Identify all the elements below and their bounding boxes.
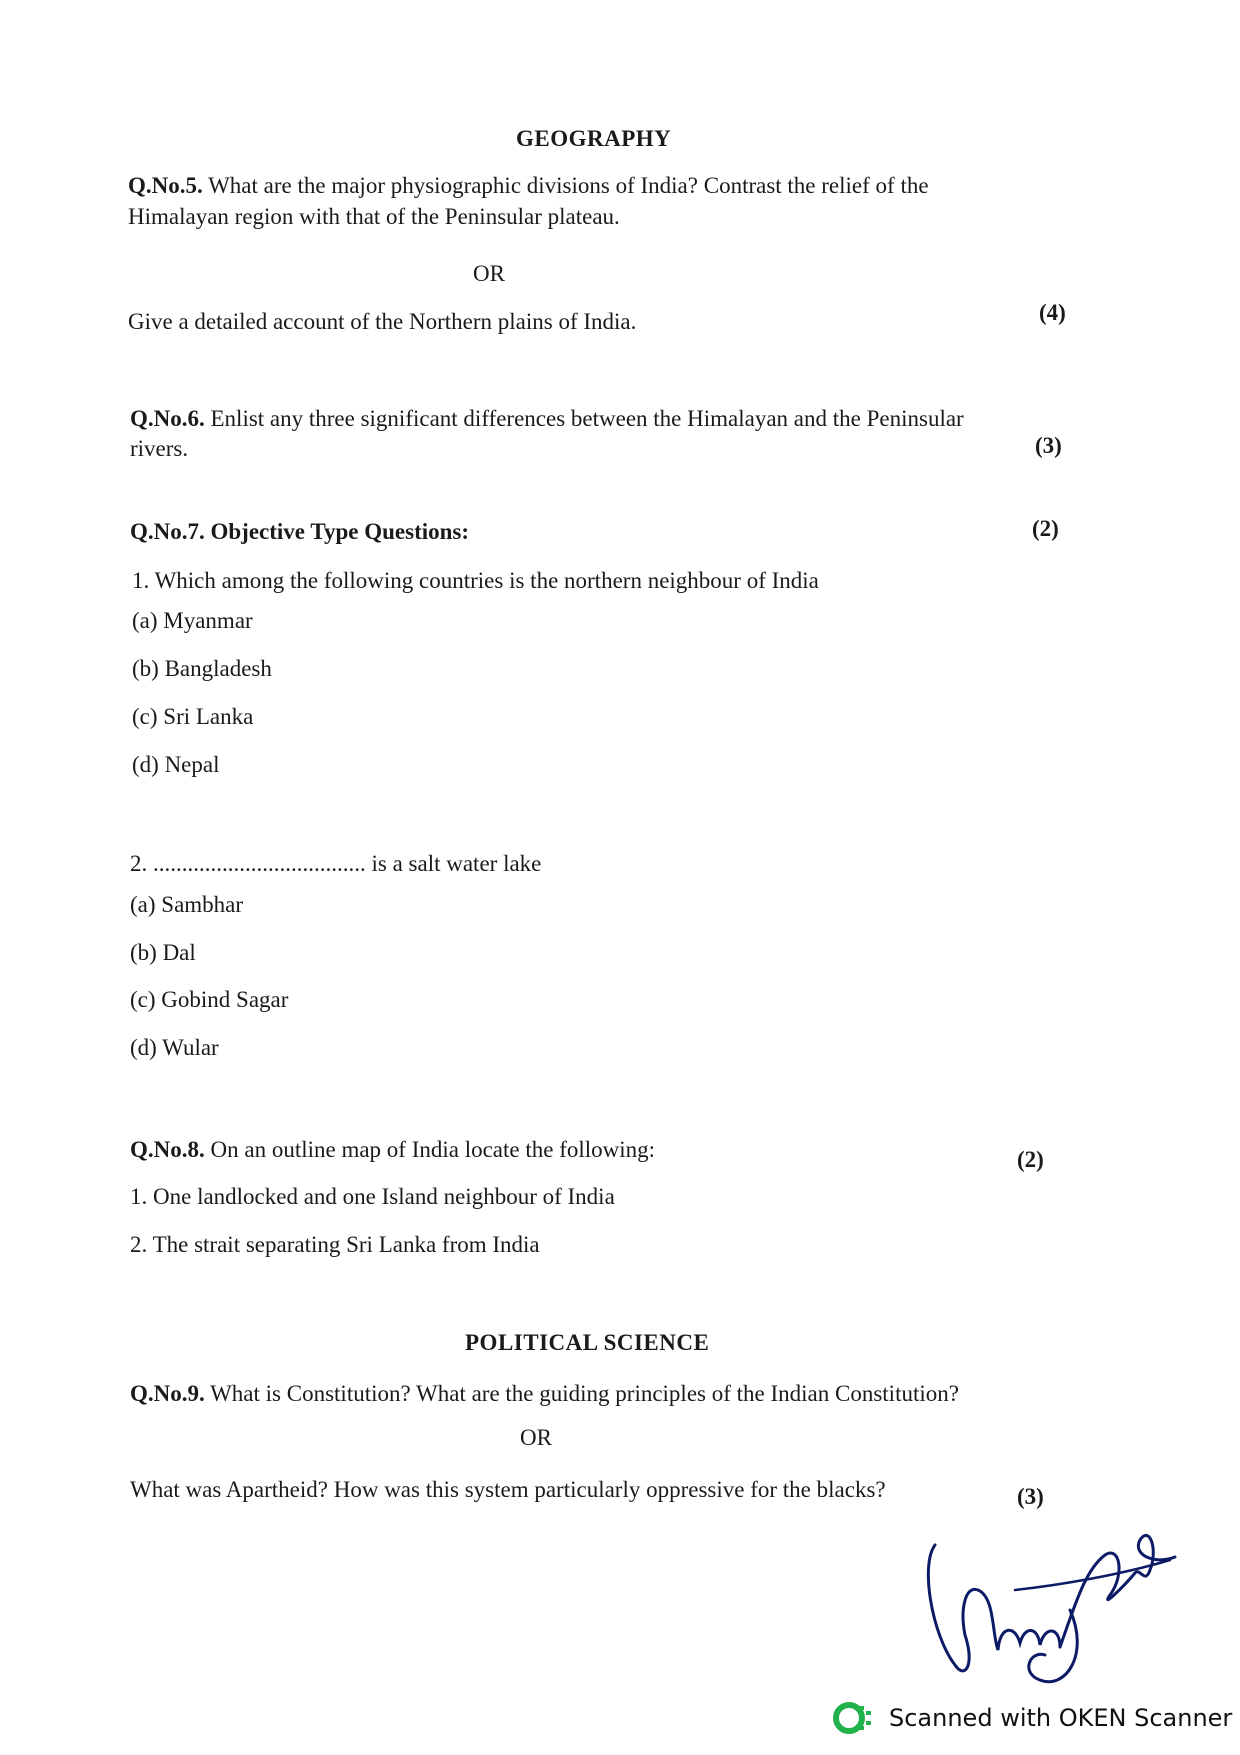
option-item: (a) Sambhar — [130, 892, 244, 917]
question-7-label: Q.No.7. Objective Type Questions: — [130, 519, 470, 544]
question-5-alternative: Give a detailed account of the Northern plains of India. — [128, 309, 637, 334]
question-7-sub-1: 1. Which among the following countries is the northern neighbour of India — [132, 568, 819, 593]
option-item: (b) Bangladesh — [132, 656, 272, 681]
question-8-item-2: 2. The strait separating Sri Lanka from India — [130, 1232, 540, 1257]
option-item: (d) Wular — [130, 1035, 219, 1060]
question-9-marks: (3) — [1017, 1484, 1044, 1509]
question-9 — [130, 1378, 959, 1409]
question-9-text: What is Constitution? What are the guiding principles of the Indian Constitution? — [210, 1381, 959, 1406]
question-9-label: Q.No.9. — [130, 1381, 205, 1406]
option-item: (a) Myanmar — [132, 608, 253, 633]
section-heading-geography: GEOGRAPHY — [516, 126, 672, 151]
scanner-text: Scanned with OKEN Scanner — [889, 1704, 1233, 1732]
option-item: (d) Nepal — [132, 752, 220, 777]
question-9-or: OR — [520, 1425, 552, 1450]
question-8-marks: (2) — [1017, 1147, 1044, 1172]
question-6-label: Q.No.6. — [130, 406, 205, 431]
section-heading-political-science: POLITICAL SCIENCE — [465, 1330, 710, 1355]
oken-scanner-logo-icon — [833, 1700, 877, 1736]
question-8-item-1: 1. One landlocked and one Island neighbour of India — [130, 1184, 615, 1209]
question-6-text-continued: rivers. — [130, 436, 189, 461]
signature — [920, 1515, 1180, 1690]
question-6-marks: (3) — [1035, 433, 1062, 458]
question-7 — [130, 516, 469, 547]
question-9-alternative: What was Apartheid? How was this system particularly oppressive for the blacks? — [130, 1477, 886, 1502]
question-8 — [130, 1134, 655, 1165]
question-8-text: On an outline map of India locate the following: — [210, 1137, 656, 1162]
question-6-text: Enlist any three significant differences between the Himalayan and the Peninsular — [210, 406, 964, 431]
question-7-marks: (2) — [1032, 516, 1059, 541]
question-5-or: OR — [473, 261, 505, 286]
question-7-sub-2: 2. ..................................... is a salt water lake — [130, 851, 542, 876]
question-5-label: Q.No.5. — [128, 173, 203, 198]
question-5-marks: (4) — [1039, 300, 1066, 325]
question-8-label: Q.No.8. — [130, 1137, 205, 1162]
option-item: (b) Dal — [130, 940, 196, 965]
question-5 — [128, 170, 1028, 232]
option-item: (c) Gobind Sagar — [130, 987, 289, 1012]
question-5-text: What are the major physiographic divisions of India? Contrast the relief of the Himalayan region with that of the Peninsular plateau. — [128, 173, 929, 229]
option-item: (c) Sri Lanka — [132, 704, 254, 729]
scanner-watermark — [833, 1700, 1232, 1736]
question-6 — [130, 403, 964, 434]
